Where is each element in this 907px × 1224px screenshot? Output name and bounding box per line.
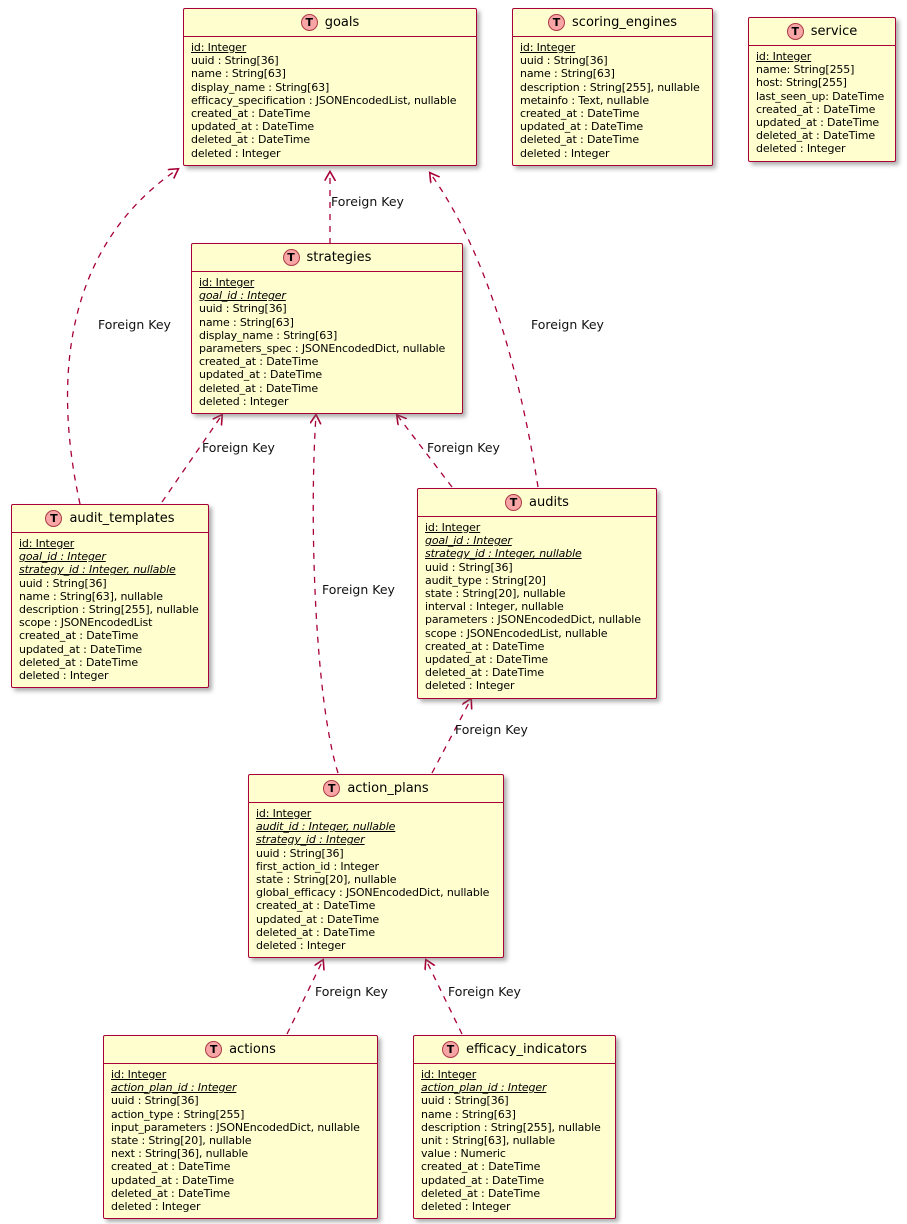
- table-field-plain: display_name : String[63]: [191, 80, 330, 94]
- table-fields: [104, 1064, 377, 1218]
- table-field-plain: created_at : DateTime: [19, 629, 139, 643]
- table-title: scoring_engines: [572, 15, 677, 30]
- table-field-plain: description : String[255], nullable: [421, 1120, 601, 1134]
- table-field-plain: deleted_at : DateTime: [191, 133, 310, 147]
- table-field-plain: name : String[63]: [199, 315, 294, 329]
- table-field-plain: parameters : JSONEncodedDict, nullable: [425, 613, 641, 627]
- table-field-plain: uuid : String[36]: [520, 54, 608, 68]
- foreign-key-label: Foreign Key: [427, 440, 500, 455]
- table-header: [749, 18, 895, 46]
- table-field-pk: id: Integer: [421, 1068, 477, 1081]
- table-field-plain: deleted : Integer: [191, 146, 281, 160]
- table-field-plain: created_at : DateTime: [199, 355, 319, 369]
- table-field-plain: name : String[63]: [191, 67, 286, 81]
- table-field-plain: uuid : String[36]: [256, 846, 344, 860]
- foreign-key-label: Foreign Key: [322, 582, 395, 597]
- table-field-plain: updated_at : DateTime: [421, 1173, 545, 1187]
- table-field-plain: updated_at : DateTime: [191, 120, 315, 134]
- table-field-plain: created_at : DateTime: [520, 107, 640, 121]
- table-field-pk: id: Integer: [199, 276, 255, 289]
- foreign-key-label: Foreign Key: [202, 440, 275, 455]
- table-field-plain: value : Numeric: [421, 1147, 506, 1161]
- table-field-plain: deleted : Integer: [199, 394, 289, 408]
- table-scoring-engines: [512, 8, 713, 166]
- table-spot-icon: T: [283, 249, 300, 266]
- table-field-plain: updated_at : DateTime: [199, 368, 323, 382]
- table-field-pk: id: Integer: [425, 521, 481, 534]
- table-field-plain: deleted_at : DateTime: [425, 666, 544, 680]
- table-field-plain: first_action_id : Integer: [256, 859, 379, 873]
- table-title: strategies: [306, 250, 372, 265]
- table-field-fk: goal_id : Integer: [425, 534, 512, 548]
- table-field-plain: created_at : DateTime: [421, 1160, 541, 1174]
- table-field-plain: description : String[255], nullable: [520, 80, 700, 94]
- table-field-fk: strategy_id : Integer, nullable: [19, 563, 176, 577]
- table-service: [748, 17, 896, 162]
- foreign-key-label: Foreign Key: [315, 984, 388, 999]
- table-field-plain: deleted : Integer: [425, 679, 515, 693]
- table-field-fk: goal_id : Integer: [199, 289, 286, 303]
- table-field-fk: strategy_id : Integer, nullable: [425, 547, 582, 561]
- table-title: audits: [529, 495, 569, 510]
- table-field-plain: created_at : DateTime: [111, 1160, 231, 1174]
- table-efficacy-indicators: [413, 1035, 616, 1219]
- table-field-plain: deleted_at : DateTime: [520, 133, 639, 147]
- table-spot-icon: T: [45, 510, 62, 527]
- table-field-plain: unit : String[63], nullable: [421, 1134, 555, 1148]
- table-field-plain: deleted : Integer: [756, 142, 846, 156]
- table-spot-icon: T: [548, 14, 565, 31]
- table-field-plain: input_parameters : JSONEncodedDict, nullable: [111, 1120, 360, 1134]
- table-field-plain: global_efficacy : JSONEncodedDict, nullable: [256, 886, 490, 900]
- table-header: [418, 489, 656, 517]
- table-strategies: [191, 243, 463, 414]
- table-field-plain: updated_at : DateTime: [756, 116, 880, 130]
- table-fields: [12, 533, 208, 687]
- table-header: [12, 505, 208, 533]
- table-title: goals: [324, 15, 360, 30]
- table-field-plain: updated_at : DateTime: [256, 912, 380, 926]
- table-header: [104, 1036, 377, 1064]
- table-field-plain: updated_at : DateTime: [520, 120, 644, 134]
- table-fields: [749, 46, 895, 161]
- table-field-plain: efficacy_specification : JSONEncodedList, nullable: [191, 93, 457, 107]
- table-field-plain: updated_at : DateTime: [19, 642, 143, 656]
- table-spot-icon: T: [505, 494, 522, 511]
- table-field-fk: strategy_id : Integer: [256, 833, 365, 847]
- table-field-plain: deleted : Integer: [19, 669, 109, 683]
- table-field-plain: created_at : DateTime: [756, 102, 876, 116]
- table-field-plain: deleted : Integer: [421, 1200, 511, 1214]
- table-audit-templates: [11, 504, 209, 688]
- table-field-plain: deleted_at : DateTime: [111, 1186, 230, 1200]
- table-field-plain: state : String[20], nullable: [111, 1134, 252, 1148]
- table-field-plain: deleted_at : DateTime: [421, 1186, 540, 1200]
- table-spot-icon: T: [787, 23, 804, 40]
- table-title: action_plans: [347, 781, 429, 796]
- foreign-key-label: Foreign Key: [531, 317, 604, 332]
- table-field-plain: updated_at : DateTime: [111, 1173, 235, 1187]
- table-header: [414, 1036, 615, 1064]
- table-field-plain: deleted : Integer: [520, 146, 610, 160]
- table-field-plain: scope : JSONEncodedList, nullable: [425, 626, 608, 640]
- table-field-plain: name : String[63]: [421, 1107, 516, 1121]
- table-fields: [192, 272, 462, 413]
- table-field-plain: deleted : Integer: [256, 939, 346, 953]
- table-field-plain: uuid : String[36]: [421, 1094, 509, 1108]
- table-spot-icon: T: [442, 1041, 459, 1058]
- table-field-plain: uuid : String[36]: [199, 302, 287, 316]
- table-field-plain: deleted_at : DateTime: [19, 655, 138, 669]
- table-field-fk: action_plan_id : Integer: [421, 1081, 547, 1095]
- table-header: [192, 244, 462, 272]
- table-field-plain: uuid : String[36]: [191, 54, 279, 68]
- table-field-plain: next : String[36], nullable: [111, 1147, 249, 1161]
- table-field-plain: metainfo : Text, nullable: [520, 93, 649, 107]
- table-field-plain: audit_type : String[20]: [425, 573, 546, 587]
- table-field-plain: state : String[20], nullable: [425, 587, 566, 601]
- table-field-plain: name : String[63]: [520, 67, 615, 81]
- table-field-plain: scope : JSONEncodedList: [19, 616, 153, 630]
- table-fields: [184, 37, 476, 165]
- table-header: [184, 9, 476, 37]
- table-title: efficacy_indicators: [465, 1042, 588, 1057]
- table-field-plain: parameters_spec : JSONEncodedDict, nullable: [199, 342, 446, 356]
- table-fields: [414, 1064, 615, 1218]
- table-spot-icon: T: [323, 780, 340, 797]
- table-audits: [417, 488, 657, 699]
- foreign-key-label: Foreign Key: [455, 722, 528, 737]
- table-goals: [183, 8, 477, 166]
- table-fields: [418, 517, 656, 698]
- table-field-fk: action_plan_id : Integer: [111, 1081, 237, 1095]
- table-field-plain: uuid : String[36]: [425, 560, 513, 574]
- table-field-pk: id: Integer: [19, 537, 75, 550]
- table-field-plain: name: String[255]: [756, 63, 855, 77]
- table-title: audit_templates: [69, 511, 175, 526]
- foreign-key-label: Foreign Key: [331, 194, 404, 209]
- table-field-plain: description : String[255], nullable: [19, 603, 199, 617]
- table-field-fk: goal_id : Integer: [19, 550, 106, 564]
- table-action-plans: [248, 774, 504, 958]
- table-field-pk: id: Integer: [256, 807, 312, 820]
- table-header: [513, 9, 712, 37]
- edge-audit-templates-strategies: [162, 415, 222, 502]
- table-field-pk: id: Integer: [520, 41, 576, 54]
- table-field-plain: uuid : String[36]: [111, 1094, 199, 1108]
- table-field-plain: deleted_at : DateTime: [256, 925, 375, 939]
- table-field-plain: updated_at : DateTime: [425, 653, 549, 667]
- table-field-plain: deleted_at : DateTime: [756, 129, 875, 143]
- table-field-plain: host: String[255]: [756, 76, 847, 90]
- table-field-plain: created_at : DateTime: [425, 639, 545, 653]
- table-title: service: [810, 24, 858, 39]
- edge-audit-templates-goals: [68, 169, 178, 504]
- table-field-plain: name : String[63], nullable: [19, 589, 163, 603]
- table-field-pk: id: Integer: [756, 50, 812, 63]
- table-fields: [513, 37, 712, 165]
- table-actions: [103, 1035, 378, 1219]
- table-field-plain: interval : Integer, nullable: [425, 600, 564, 614]
- table-field-fk: audit_id : Integer, nullable: [256, 820, 396, 834]
- table-field-pk: id: Integer: [191, 41, 247, 54]
- table-field-pk: id: Integer: [111, 1068, 167, 1081]
- table-field-plain: deleted : Integer: [111, 1200, 201, 1214]
- table-title: actions: [229, 1042, 276, 1057]
- foreign-key-label: Foreign Key: [448, 984, 521, 999]
- table-header: [249, 775, 503, 803]
- table-field-plain: display_name : String[63]: [199, 328, 338, 342]
- table-spot-icon: T: [301, 14, 318, 31]
- table-field-plain: uuid : String[36]: [19, 576, 107, 590]
- table-spot-icon: T: [205, 1041, 222, 1058]
- table-field-plain: action_type : String[255]: [111, 1107, 245, 1121]
- table-field-plain: state : String[20], nullable: [256, 873, 397, 887]
- table-field-plain: created_at : DateTime: [256, 899, 376, 913]
- table-fields: [249, 803, 503, 957]
- table-field-plain: last_seen_up: DateTime: [756, 89, 885, 103]
- foreign-key-label: Foreign Key: [98, 317, 171, 332]
- table-field-plain: created_at : DateTime: [191, 107, 311, 121]
- table-field-plain: deleted_at : DateTime: [199, 381, 318, 395]
